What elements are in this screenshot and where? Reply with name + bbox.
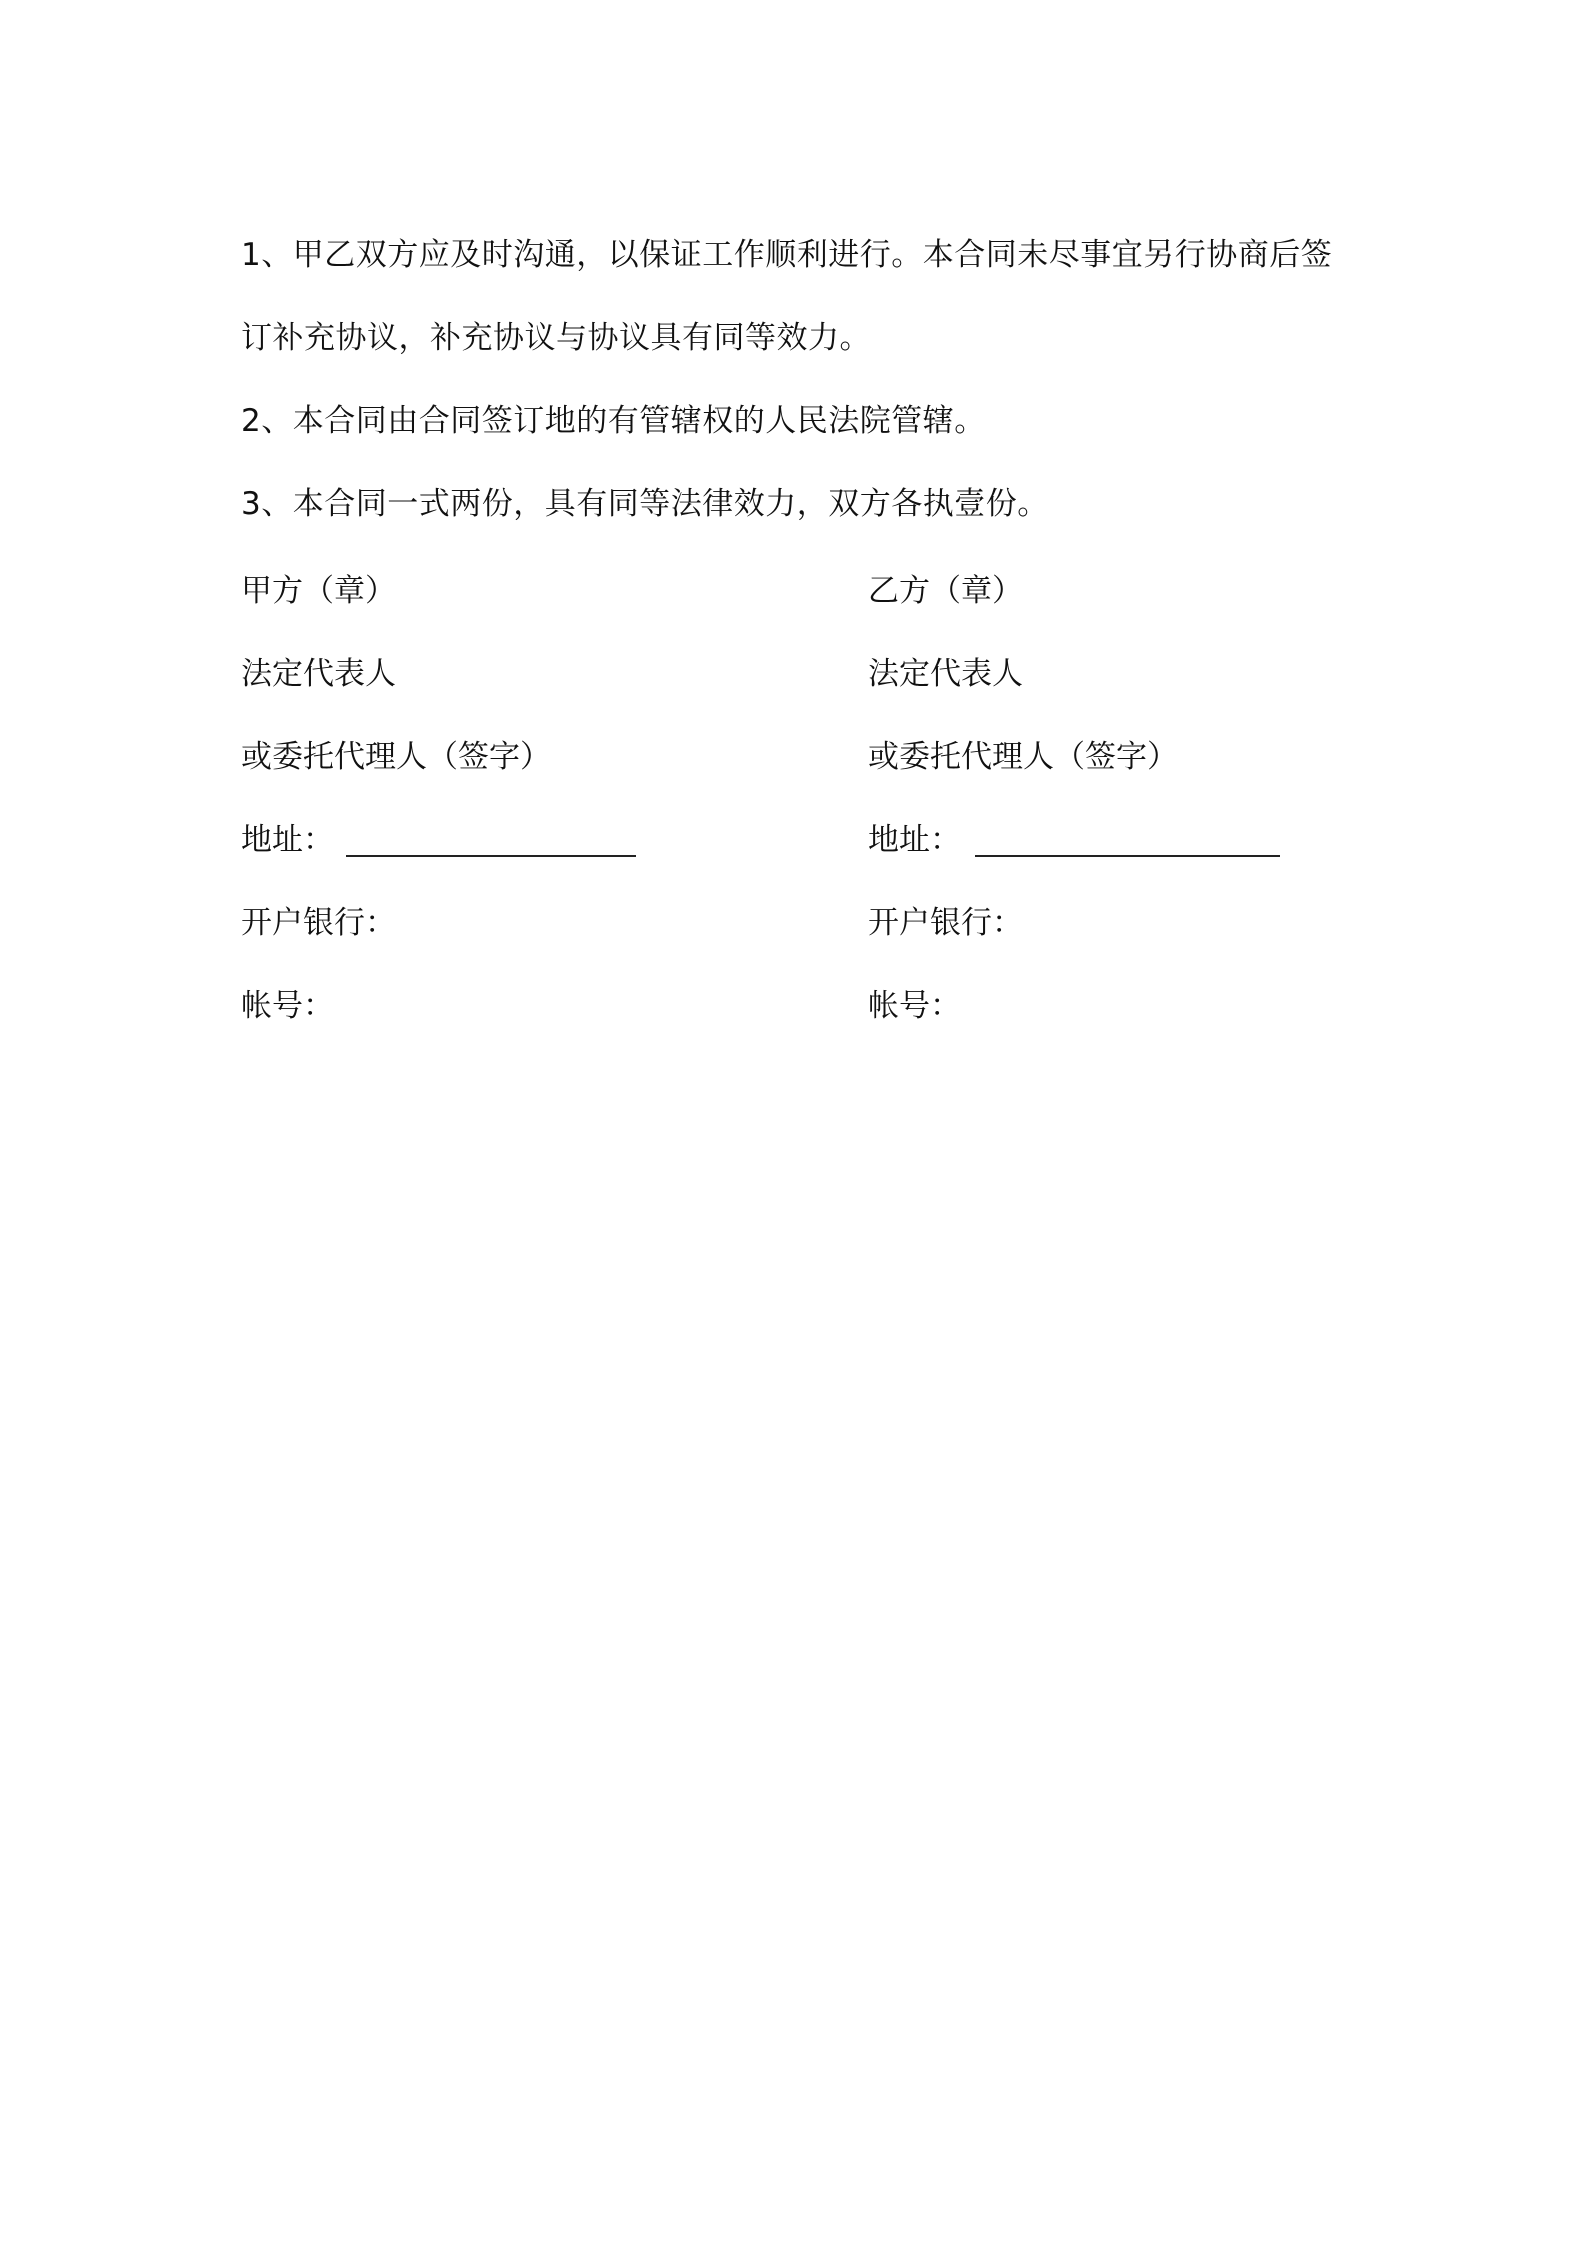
party-a-account-label: 帐号：	[241, 988, 334, 1024]
party-a-agent-text: 或委托代理人（签字）	[241, 739, 551, 775]
clause-2: 2、本合同由合同签订地的有管辖权的人民法院管辖。	[241, 403, 986, 439]
party-a-legal-rep	[241, 648, 868, 693]
address-row	[241, 795, 1351, 878]
party-a-address	[241, 814, 868, 859]
party-b-title-text: 乙方（章）	[868, 573, 1023, 609]
party-b-address-blank-line[interactable]	[975, 825, 1280, 857]
party-b-title	[868, 565, 1351, 610]
party-a-bank	[241, 897, 868, 942]
party-a-bank-label: 开户银行：	[241, 905, 396, 941]
party-a-address-label: 地址：	[241, 822, 334, 858]
contract-content	[241, 214, 1351, 1044]
party-b-address-label: 地址：	[868, 822, 961, 858]
party-b-agent	[868, 731, 1351, 776]
agent-row	[241, 712, 1351, 795]
party-b-legal-rep	[868, 648, 1351, 693]
party-a-legal-rep-text: 法定代表人	[241, 656, 396, 692]
party-a-agent	[241, 731, 868, 776]
party-b-agent-text: 或委托代理人（签字）	[868, 739, 1178, 775]
party-a-account	[241, 980, 868, 1025]
party-b-account-label: 帐号：	[868, 988, 961, 1024]
bank-row	[241, 878, 1351, 961]
account-row	[241, 961, 1351, 1044]
party-a-title-text: 甲方（章）	[241, 573, 396, 609]
party-b-address	[868, 814, 1351, 859]
party-b-bank-label: 开户银行：	[868, 905, 1023, 941]
party-a-address-blank-line[interactable]	[346, 825, 636, 857]
signature-block	[241, 546, 1351, 1044]
clause-3: 3、本合同一式两份，具有同等法律效力，双方各执壹份。	[241, 486, 1049, 522]
legal-rep-row	[241, 629, 1351, 712]
party-b-account	[868, 980, 1351, 1025]
party-b-legal-rep-text: 法定代表人	[868, 656, 1023, 692]
clause-1-line-1: 1、甲乙双方应及时沟通，以保证工作顺利进行。本合同未尽事宜另行协商后签	[241, 237, 1333, 273]
party-a-title	[241, 565, 868, 610]
party-b-bank	[868, 897, 1351, 942]
party-title-row	[241, 546, 1351, 629]
clause-1-line-2: 订补充协议，补充协议与协议具有同等效力。	[241, 320, 871, 356]
